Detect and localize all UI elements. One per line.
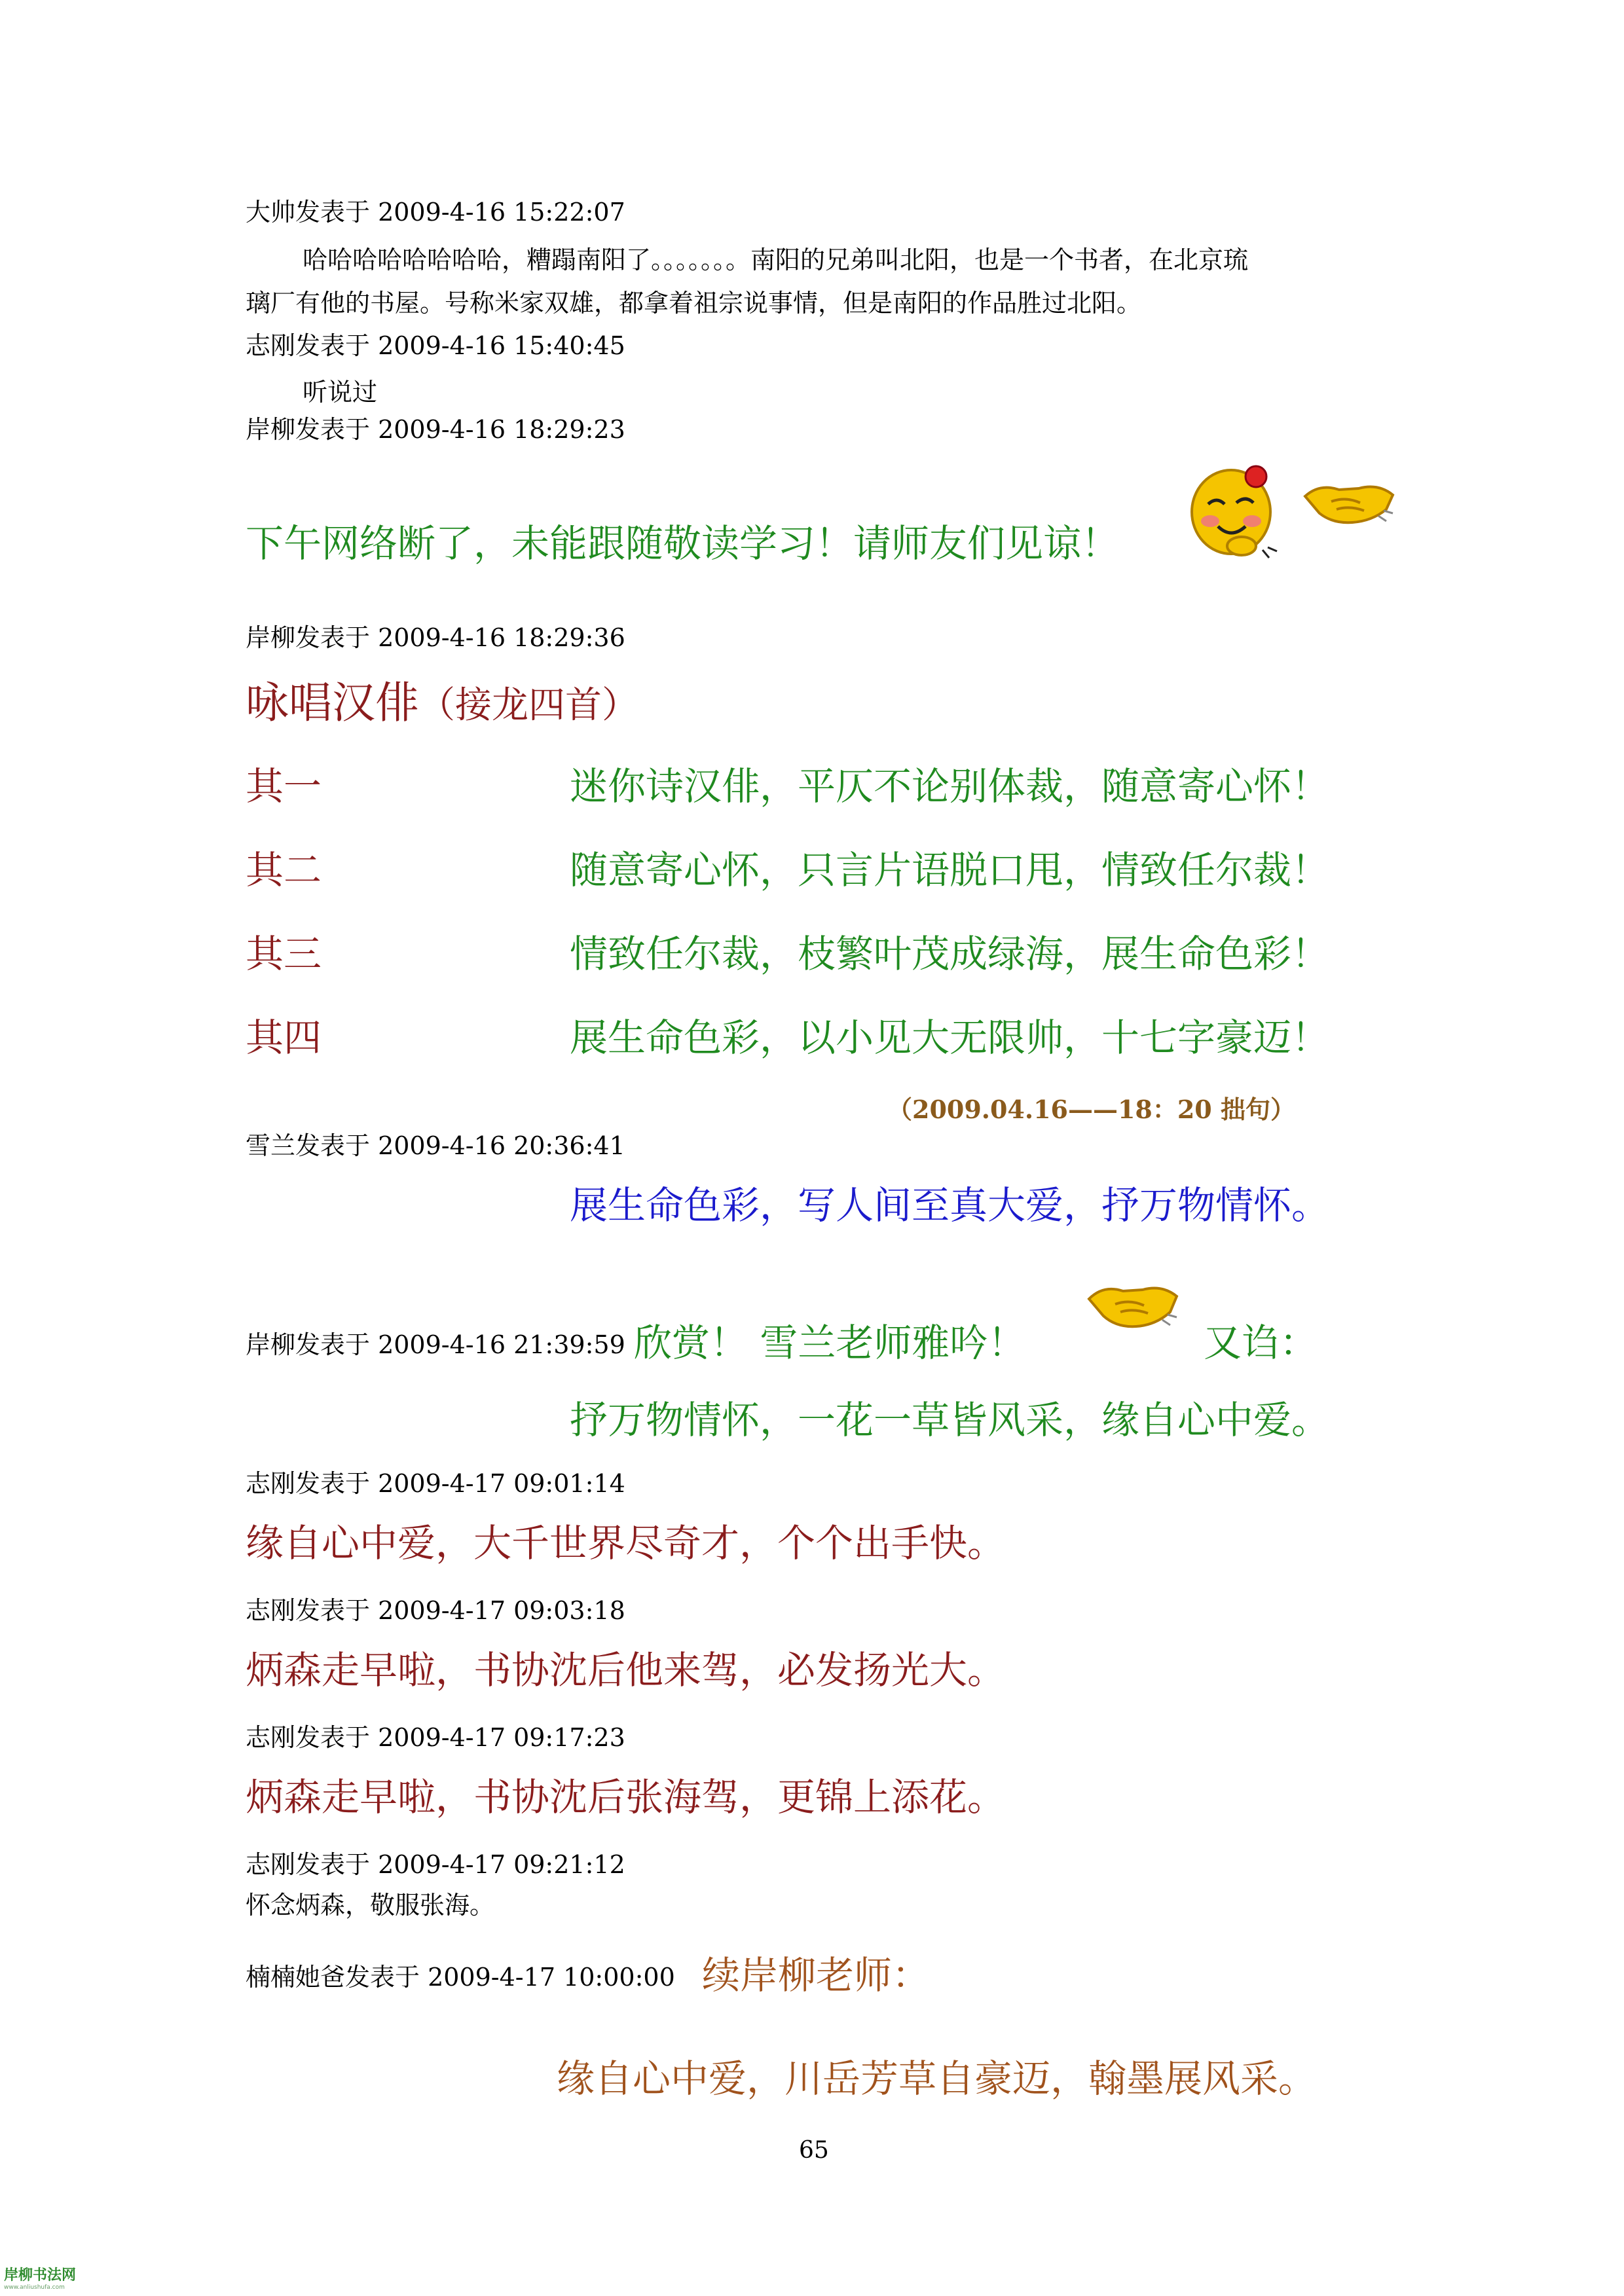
- stanza-text: 情致任尔裁，枝繁叶茂成绿海，展生命色彩！: [570, 932, 1330, 976]
- stanza-text: 展生命色彩，以小见大无限帅，十七字豪迈！: [570, 1015, 1330, 1060]
- post-text: 又诌：: [1204, 1321, 1318, 1365]
- post-meta: 志刚发表于 2009-4-17 09:03:18: [246, 1596, 625, 1625]
- post-meta: 大帅发表于 2009-4-16 15:22:07: [246, 198, 625, 227]
- handshake-icon: [1084, 1270, 1182, 1342]
- stanza-label: 其三: [246, 932, 322, 976]
- stanza-text: 随意寄心怀，只言片语脱口甩，情致任尔裁！: [570, 848, 1330, 892]
- post-text: 璃厂有他的书屋。号称米家双雄，都拿着祖宗说事情，但是南阳的作品胜过北阳。: [246, 289, 1142, 318]
- post-meta: 志刚发表于 2009-4-17 09:01:14: [246, 1469, 625, 1498]
- post-meta: 志刚发表于 2009-4-17 09:21:12: [246, 1850, 625, 1879]
- post-meta: 岸柳发表于 2009-4-16 18:29:23: [246, 415, 625, 444]
- post-text: 听说过: [303, 378, 378, 407]
- poem-note: （2009.04.16——18：20 拙句）: [887, 1095, 1295, 1124]
- post-meta: 雪兰发表于 2009-4-16 20:36:41: [246, 1131, 625, 1160]
- poem-title-sub: （接龙四首）: [418, 684, 638, 727]
- post-meta: 岸柳发表于 2009-4-16 18:29:36: [246, 623, 625, 652]
- post-text: 怀念炳森，敬服张海。: [246, 1891, 495, 1920]
- stanza-text: 迷你诗汉俳，平仄不论别体裁，随意寄心怀！: [570, 764, 1330, 809]
- post-meta: 岸柳发表于 2009-4-16 21:39:59: [246, 1330, 625, 1359]
- stanza-label: 其四: [246, 1015, 322, 1060]
- site-logo-text: 岸柳书法网: [4, 2267, 77, 2284]
- stanza-label: 其二: [246, 848, 322, 892]
- poem-title-main: 咏唱汉俳: [246, 678, 418, 728]
- page-number: 65: [799, 2137, 829, 2164]
- site-logo-url: www.anliushufa.com: [4, 2284, 65, 2291]
- poem-title: [246, 678, 638, 731]
- site-logo: [4, 2264, 76, 2291]
- post-meta: 志刚发表于 2009-4-17 09:17:23: [246, 1723, 625, 1752]
- post-meta: 楠楠她爸发表于 2009-4-17 10:00:00: [246, 1963, 675, 1992]
- post-text: 抒万物情怀，一花一草皆风采，缘自心中爱。: [570, 1398, 1330, 1442]
- smiley-laughing-icon: [1185, 458, 1283, 563]
- post-text: 下午网络断了，未能跟随敬读学习！请师友们见谅！: [246, 521, 1120, 566]
- post-text: 展生命色彩，写人间至真大爱，抒万物情怀。: [570, 1183, 1330, 1228]
- post-text: 炳森走早啦，书协沈后他来驾，必发扬光大。: [246, 1648, 1006, 1692]
- post-text: 炳森走早啦，书协沈后张海驾，更锦上添花。: [246, 1775, 1006, 1819]
- post-meta: 志刚发表于 2009-4-16 15:40:45: [246, 331, 625, 360]
- post-text: 缘自心中爱，川岳芳草自豪迈，翰墨展风采。: [557, 2056, 1317, 2101]
- post-text: 哈哈哈哈哈哈哈哈，糟蹋南阳了。。。。。。。南阳的兄弟叫北阳，也是一个书者，在北京琉: [303, 246, 1249, 274]
- post-text: 缘自心中爱，大千世界尽奇才，个个出手快。: [246, 1521, 1006, 1565]
- post-text: 欣赏！ 雪兰老师雅吟！: [634, 1321, 1026, 1365]
- handshake-icon: [1300, 470, 1398, 536]
- post-text: 续岸柳老师：: [702, 1953, 931, 1997]
- stanza-label: 其一: [246, 764, 322, 809]
